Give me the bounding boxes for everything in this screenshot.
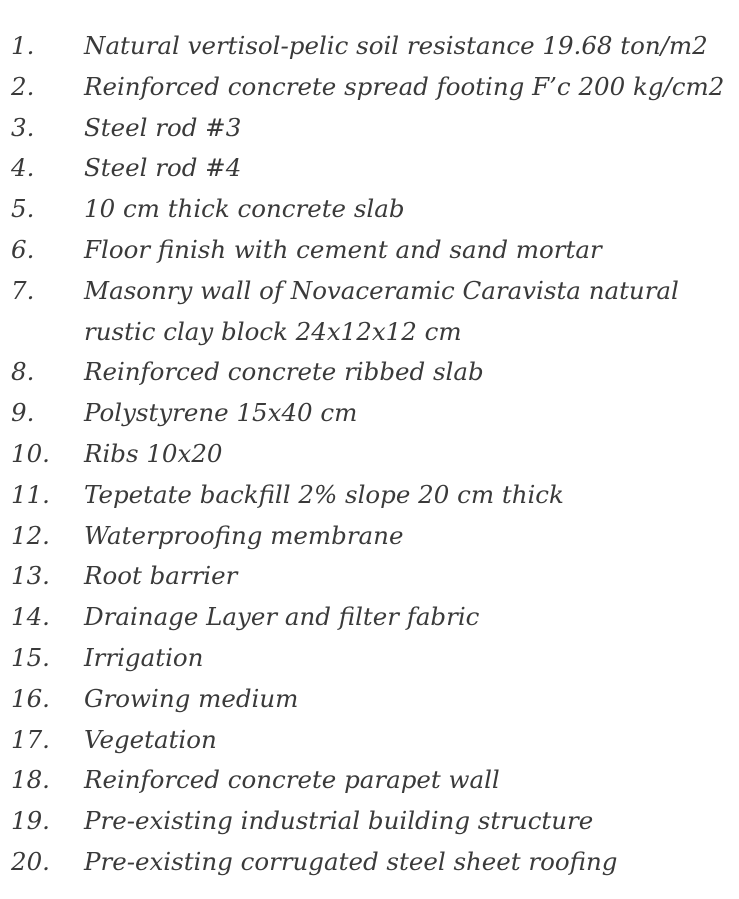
legend-item-text: Polystyrene 15x40 cm xyxy=(84,398,358,428)
legend-item-number: 13. xyxy=(11,561,50,591)
legend-item-text: Irrigation xyxy=(84,642,204,672)
legend-item-text: Reinforced concrete ribbed slab xyxy=(84,357,484,387)
legend-item-12 xyxy=(0,516,739,557)
legend-item-text: Vegetation xyxy=(84,724,217,754)
legend-item-20 xyxy=(0,842,739,883)
legend-item-number: 10. xyxy=(11,438,50,468)
legend-item-17 xyxy=(0,720,739,761)
legend-item-7 xyxy=(0,271,739,353)
legend-item-number: 5. xyxy=(11,194,35,224)
legend-item-text: Waterproofing membrane xyxy=(84,520,404,550)
legend-item-18 xyxy=(0,760,739,801)
legend-item-text: Root barrier xyxy=(84,561,238,591)
legend-item-number: 3. xyxy=(11,112,35,142)
legend-item-3 xyxy=(0,108,739,149)
legend-item-number: 11. xyxy=(11,479,50,509)
legend-item-number: 20. xyxy=(11,846,50,876)
legend-item-number: 4. xyxy=(11,153,35,183)
legend-item-number: 18. xyxy=(11,765,50,795)
legend-item-number: 14. xyxy=(11,602,50,632)
legend-item-number: 9. xyxy=(11,398,35,428)
legend-item-text: Masonry wall of Novaceramic Caravista natural rustic clay block 24x12x12 cm xyxy=(84,275,679,346)
legend-item-number: 12. xyxy=(11,520,50,550)
legend-item-number: 8. xyxy=(11,357,35,387)
legend-item-text: Steel rod #4 xyxy=(84,153,242,183)
legend-item-text: Drainage Layer and filter fabric xyxy=(84,602,480,632)
legend-item-text: Floor finish with cement and sand mortar xyxy=(84,234,602,264)
legend-item-5 xyxy=(0,189,739,230)
legend-item-text: Ribs 10x20 xyxy=(84,438,223,468)
legend-item-10 xyxy=(0,434,739,475)
legend-item-text: Pre-existing industrial building structure xyxy=(84,806,594,836)
legend-item-text: Pre-existing corrugated steel sheet roofing xyxy=(84,846,618,876)
legend-item-9 xyxy=(0,393,739,434)
materials-legend-list xyxy=(0,26,739,883)
legend-item-number: 17. xyxy=(11,724,50,754)
legend-item-text: Tepetate backfill 2% slope 20 cm thick xyxy=(84,479,564,509)
legend-item-text: Steel rod #3 xyxy=(84,112,242,142)
legend-item-15 xyxy=(0,638,739,679)
legend-item-19 xyxy=(0,801,739,842)
legend-item-number: 19. xyxy=(11,806,50,836)
legend-item-16 xyxy=(0,679,739,720)
legend-item-13 xyxy=(0,556,739,597)
legend-item-number: 7. xyxy=(11,275,35,305)
legend-item-text: Reinforced concrete parapet wall xyxy=(84,765,500,795)
legend-item-8 xyxy=(0,352,739,393)
legend-item-number: 2. xyxy=(11,71,35,101)
legend-item-2 xyxy=(0,67,739,108)
legend-item-text: Growing medium xyxy=(84,683,299,713)
legend-item-number: 6. xyxy=(11,234,35,264)
legend-item-14 xyxy=(0,597,739,638)
legend-item-text: 10 cm thick concrete slab xyxy=(84,194,405,224)
legend-item-4 xyxy=(0,148,739,189)
legend-item-text: Reinforced concrete spread footing F’c 200 kg/cm2 xyxy=(84,71,725,101)
legend-item-number: 16. xyxy=(11,683,50,713)
legend-item-number: 1. xyxy=(11,31,35,60)
legend-item-text: Natural vertisol-pelic soil resistance 19.68 ton/m2 xyxy=(84,31,708,60)
legend-item-6 xyxy=(0,230,739,271)
legend-item-number: 15. xyxy=(11,642,50,672)
legend-item-11 xyxy=(0,475,739,516)
legend-item-1 xyxy=(0,26,739,67)
